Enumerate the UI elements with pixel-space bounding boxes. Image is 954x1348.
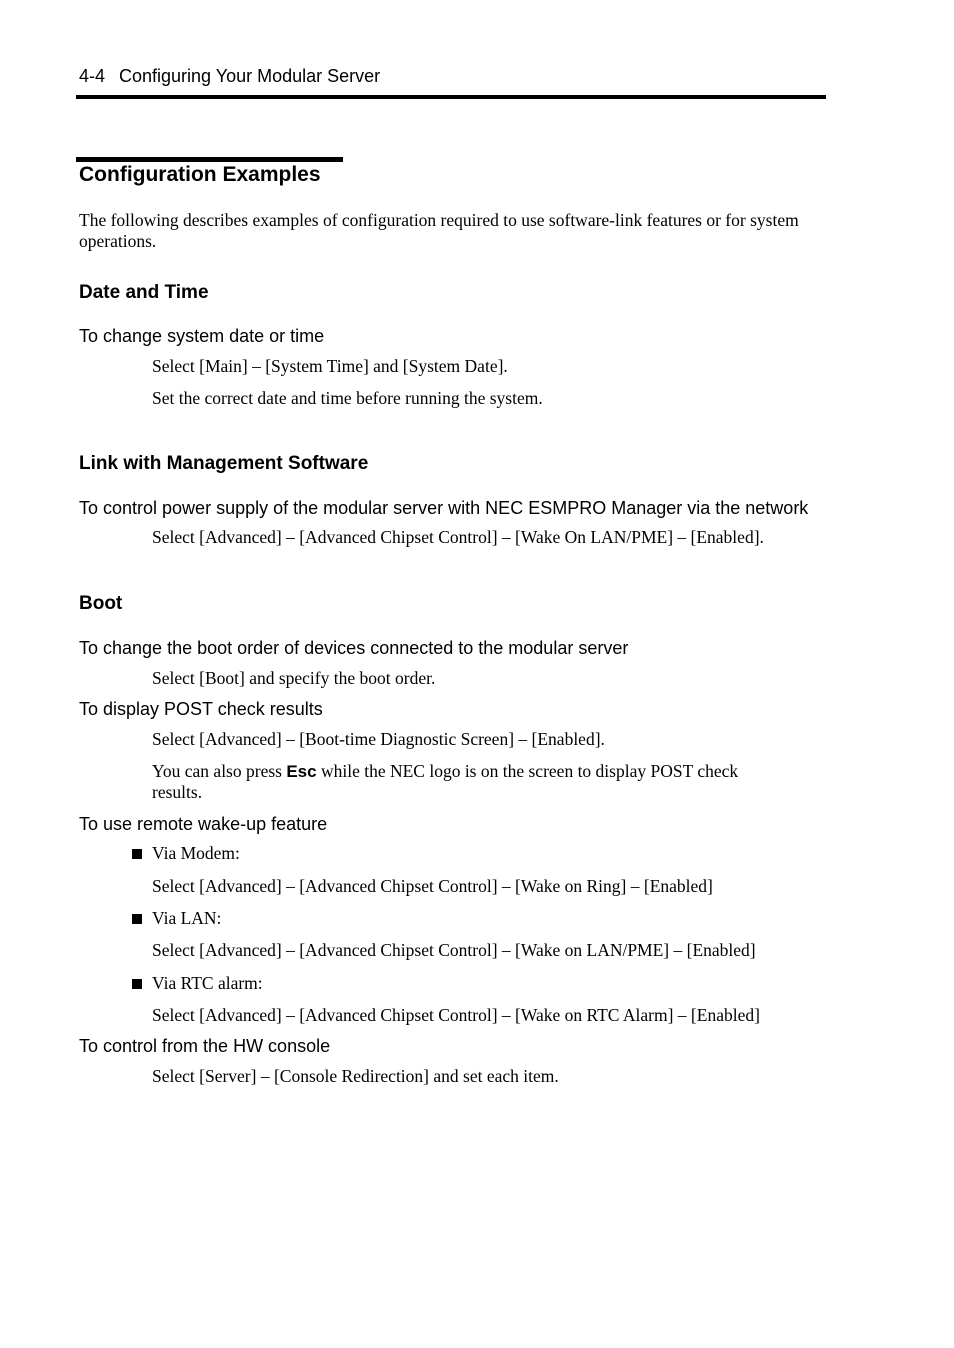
bullet-square-icon [132,914,142,924]
instruction-line: Set the correct date and time before running the system. [152,388,543,408]
heading-boot: Boot [79,593,123,614]
task-remote-wakeup: To use remote wake-up feature [79,814,328,834]
list-item-label: Via RTC alarm: [152,973,263,993]
heading-link-mgmt: Link with Management Software [79,453,369,474]
list-item-label: Via LAN: [152,908,222,928]
task-boot-order: To change the boot order of devices connected to the modular server [79,638,629,658]
instruction-line: Select [Advanced] – [Advanced Chipset Control] – [Wake on Ring] – [Enabled] [152,876,713,896]
esc-key: Esc [286,762,317,781]
page-title: Configuration Examples [79,163,321,186]
instruction-line: Select [Advanced] – [Boot-time Diagnostic Screen] – [Enabled]. [152,729,605,749]
instruction-line: Select [Server] – [Console Redirection] and set each item. [152,1066,559,1086]
bullet-square-icon [132,849,142,859]
task-post-results: To display POST check results [79,699,323,719]
post-note: You can also press Esc while the NEC logo is on the screen to display POST check results. [152,761,739,802]
page-ref: 4-4 [79,66,106,86]
list-item-label: Via Modem: [152,843,240,863]
instruction-line: Select [Advanced] – [Advanced Chipset Control] – [Wake on LAN/PME] – [Enabled] [152,940,756,960]
intro-paragraph: The following describes examples of configuration required to use software-link features or for system operations. [79,210,799,251]
heading-date-time: Date and Time [79,282,209,303]
task-change-date: To change system date or time [79,326,325,346]
running-header [79,66,380,87]
bullet-square-icon [132,979,142,989]
task-hw-console: To control from the HW console [79,1036,331,1056]
instruction-line: Select [Main] – [System Time] and [System Date]. [152,356,508,376]
instruction-line: Select [Advanced] – [Advanced Chipset Control] – [Wake On LAN/PME] – [Enabled]. [152,527,764,547]
instruction-line: Select [Boot] and specify the boot order. [152,668,436,688]
chapter-title: Configuring Your Modular Server [119,66,381,86]
title-bar [76,157,343,162]
task-power-control: To control power supply of the modular server with NEC ESMPRO Manager via the network [79,498,809,518]
instruction-line: Select [Advanced] – [Advanced Chipset Control] – [Wake on RTC Alarm] – [Enabled] [152,1005,760,1025]
header-rule [76,95,826,99]
